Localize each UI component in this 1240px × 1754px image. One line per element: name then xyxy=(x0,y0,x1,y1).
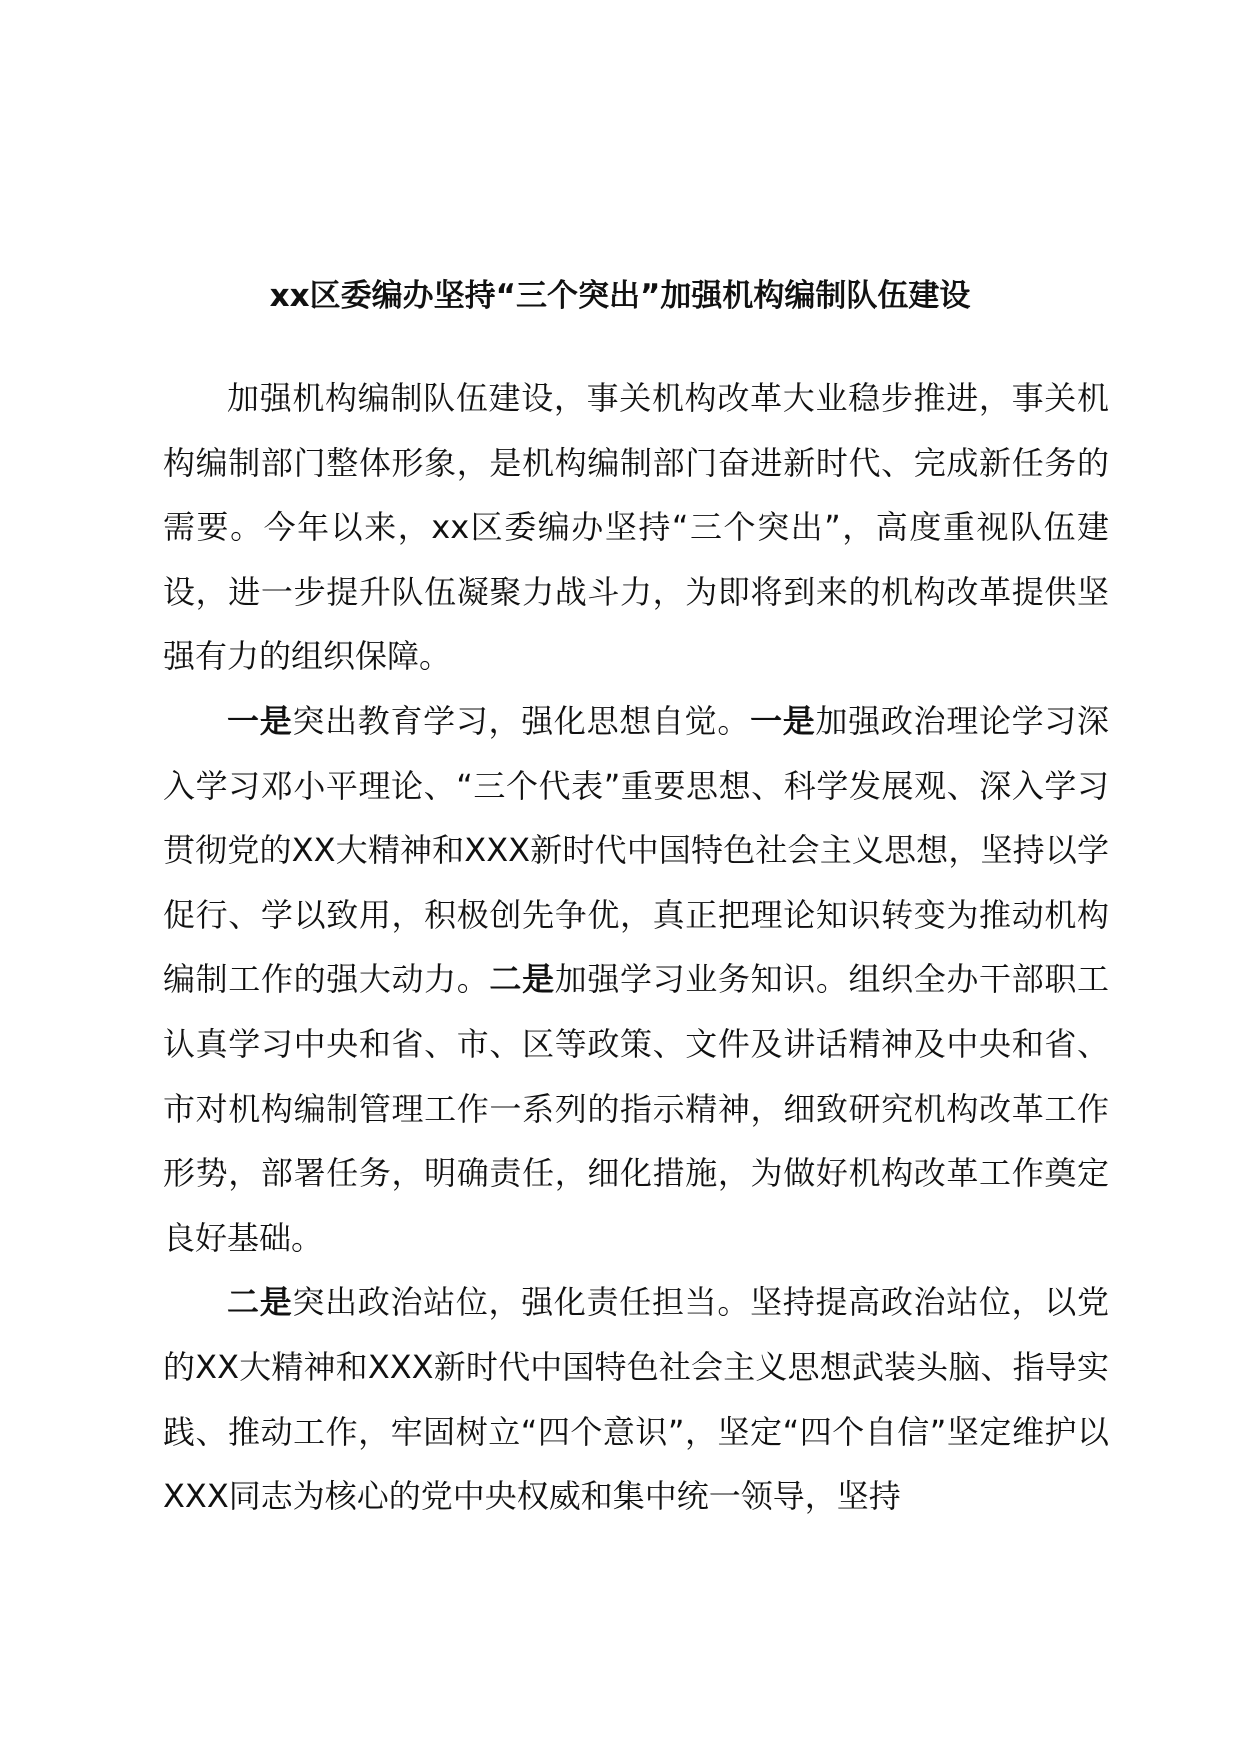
paragraph-lead-bold: 二是 xyxy=(227,1283,293,1322)
paragraph-lead-bold: 一是 xyxy=(227,701,293,740)
paragraph-text: 突出教育学习，强化思想自觉。 xyxy=(292,701,751,740)
paragraph-text: 加强学习业务知识。组织全办干部职工认真学习中央和省、市、区等政策、文件及讲话精神及中央和省、市对机构编制管理工作一系列的指示精神，细致研究机构改革工作形势，部署任务，明确责任，细化措施，为做好机构改革工作奠定良好基础。 xyxy=(163,960,1109,1257)
paragraph-lead-bold: 二是 xyxy=(489,960,555,999)
paragraph-intro xyxy=(163,366,1109,689)
paragraph-lead-bold: 一是 xyxy=(750,701,816,740)
paragraph-text: 突出政治站位，强化责任担当。坚持提高政治站位，以党的XX大精神和XXX新时代中国特色社会主义思想武装头脑、指导实践、推动工作，牢固树立“四个意识”，坚定“四个自信”坚定维护以XXX同志为核心的党中央权威和集中统一领导，坚持 xyxy=(163,1283,1109,1516)
document-body xyxy=(163,366,1109,1529)
paragraph-point-two xyxy=(163,1270,1109,1528)
paragraph-text: 加强政治理论学习深入学习邓小平理论、“三个代表”重要思想、科学发展观、深入学习贯彻党的XX大精神和XXX新时代中国特色社会主义思想，坚持以学促行、学以致用，积极创先争优，真正把理论知识转变为推动机构编制工作的强大动力。 xyxy=(163,701,1109,999)
document-title: xx区委编办坚持“三个突出”加强机构编制队伍建设 xyxy=(269,278,971,314)
paragraph-point-one xyxy=(163,689,1109,1270)
paragraph-text: 加强机构编制队伍建设，事关机构改革大业稳步推进，事关机构编制部门整体形象，是机构编制部门奋进新时代、完成新任务的需要。今年以来，xx区委编办坚持“三个突出”，高度重视队伍建设，进一步提升队伍凝聚力战斗力，为即将到来的机构改革提供坚强有力的组织保障。 xyxy=(163,379,1109,676)
